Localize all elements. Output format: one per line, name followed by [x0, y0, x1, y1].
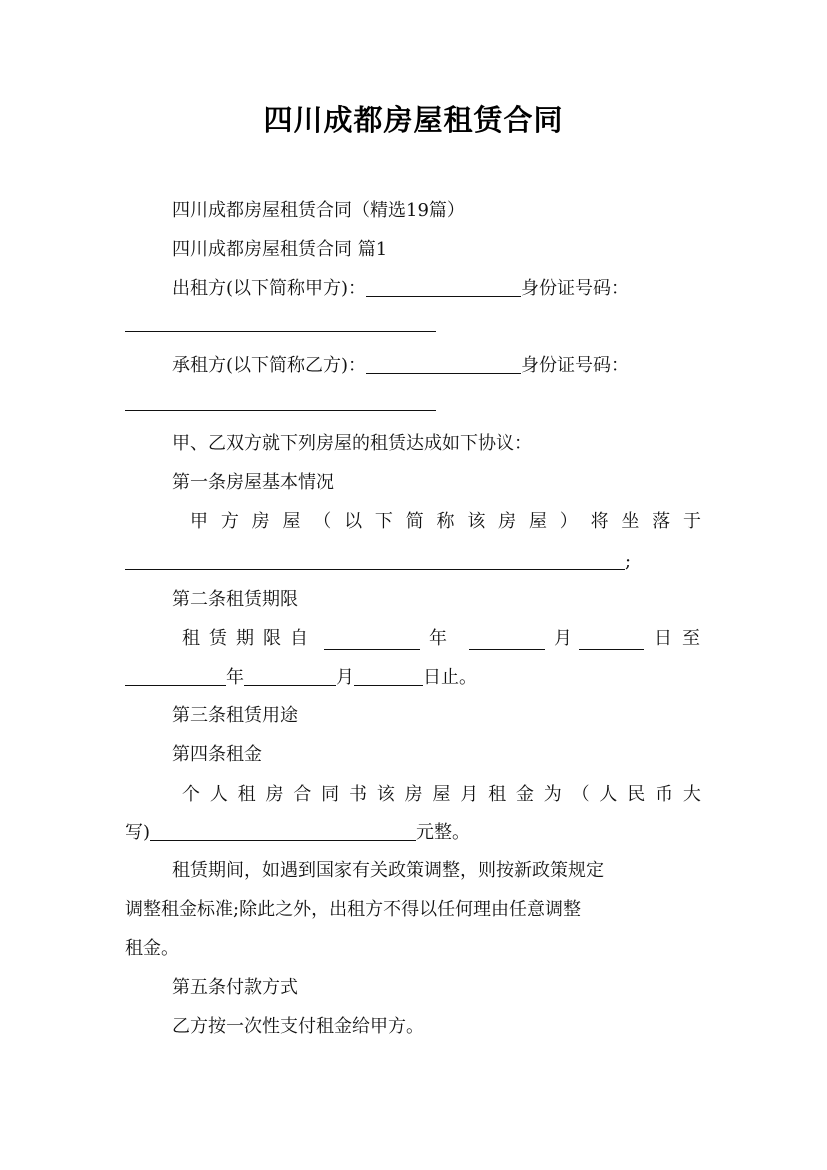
char: 赁: [209, 628, 227, 649]
semicolon: ;: [625, 551, 632, 572]
char: 于: [683, 511, 701, 532]
char: 甲: [190, 511, 208, 532]
text: 写): [125, 822, 151, 843]
char: ）: [559, 511, 578, 532]
char: 币: [655, 784, 674, 805]
section-heading: 四川成都房屋租赁合同 篇1: [172, 239, 388, 260]
lessee-id-label: 身份证号码：: [521, 355, 630, 376]
char: 月: [460, 784, 479, 805]
char: 书: [348, 784, 367, 805]
char: 屋: [528, 511, 547, 532]
lease-term-end-line: [125, 659, 701, 697]
char: 人: [599, 784, 618, 805]
char: 下: [374, 511, 393, 532]
char: 期: [236, 628, 254, 649]
rent-amount-fill-line: [125, 814, 701, 852]
char: 租: [488, 784, 507, 805]
char: 将: [590, 511, 609, 532]
char: 为: [543, 784, 562, 805]
char: 该: [467, 511, 486, 532]
article-5-heading: 第五条付款方式: [172, 977, 298, 998]
paragraph-line: 租金。: [125, 938, 179, 959]
char: 日止。: [423, 667, 477, 688]
article-2-heading: 第二条租赁期限: [172, 589, 298, 610]
char: 同: [321, 784, 340, 805]
article-1-heading: 第一条房屋基本情况: [172, 472, 334, 493]
agreement-intro: 甲、乙双方就下列房屋的租赁达成如下协议：: [172, 433, 532, 454]
char: 方: [220, 511, 239, 532]
property-location-line: [190, 503, 701, 541]
end-year-blank: [125, 665, 226, 686]
lessor-line: [125, 270, 748, 308]
lessor-id-blank: [125, 331, 436, 332]
property-location-blank: [125, 549, 625, 570]
char: （: [313, 511, 332, 532]
char: 个: [182, 784, 200, 805]
char: 坐: [621, 511, 640, 532]
char: 称: [436, 511, 455, 532]
char: 租: [237, 784, 256, 805]
char: 限: [263, 628, 281, 649]
rent-amount-line: [182, 776, 701, 814]
article-3-heading: 第三条租赁用途: [172, 705, 298, 726]
char: 年: [226, 667, 244, 688]
lease-term-line: [182, 620, 701, 658]
end-day-blank: [354, 665, 423, 686]
paragraph-line: 调整租金标准;除此之外，出租方不得以任何理由任意调整: [125, 899, 582, 920]
char: 房: [251, 511, 270, 532]
char: 房: [404, 784, 423, 805]
char: 民: [627, 784, 646, 805]
char: 至: [682, 628, 700, 649]
char: （: [571, 784, 590, 805]
lessee-line: [125, 347, 748, 385]
paragraph-line: 租赁期间，如遇到国家有关政策调整，则按新政策规定: [172, 860, 604, 881]
lessor-id-label: 身份证号码：: [521, 278, 630, 299]
char: 房: [265, 784, 284, 805]
char: 该: [376, 784, 395, 805]
article-4-heading: 第四条租金: [172, 744, 262, 765]
subtitle-line: 四川成都房屋租赁合同（精选19篇）: [172, 200, 465, 221]
document-title: 四川成都房屋租赁合同: [263, 103, 564, 137]
char: 月: [336, 667, 354, 688]
char: 租: [182, 628, 200, 649]
char: 金: [515, 784, 534, 805]
char: 屋: [282, 511, 301, 532]
start-month-blank: [469, 649, 545, 650]
text: 元整。: [416, 822, 471, 843]
char: 月: [554, 628, 572, 649]
property-location-fill-line: [125, 543, 701, 581]
lessee-id-blank: [125, 410, 436, 411]
char: 以: [344, 511, 363, 532]
char: 日: [654, 628, 672, 649]
lessee-label: 承租方(以下简称乙方)：: [172, 355, 367, 376]
char: 简: [405, 511, 424, 532]
char: 大: [682, 784, 701, 805]
payment-method-text: 乙方按一次性支付租金给甲方。: [172, 1016, 424, 1037]
char: 屋: [432, 784, 451, 805]
char: 合: [293, 784, 312, 805]
char: 落: [652, 511, 671, 532]
start-day-blank: [579, 649, 644, 650]
char: 房: [498, 511, 517, 532]
end-month-blank: [244, 665, 336, 686]
lessee-name-blank: [366, 353, 521, 374]
start-year-blank: [324, 649, 420, 650]
char: 人: [209, 784, 228, 805]
lessor-label: 出租方(以下简称甲方)：: [172, 278, 367, 299]
char: 年: [429, 628, 447, 649]
char: 自: [290, 628, 308, 649]
lessor-name-blank: [366, 276, 521, 297]
rent-amount-blank: [150, 820, 416, 841]
